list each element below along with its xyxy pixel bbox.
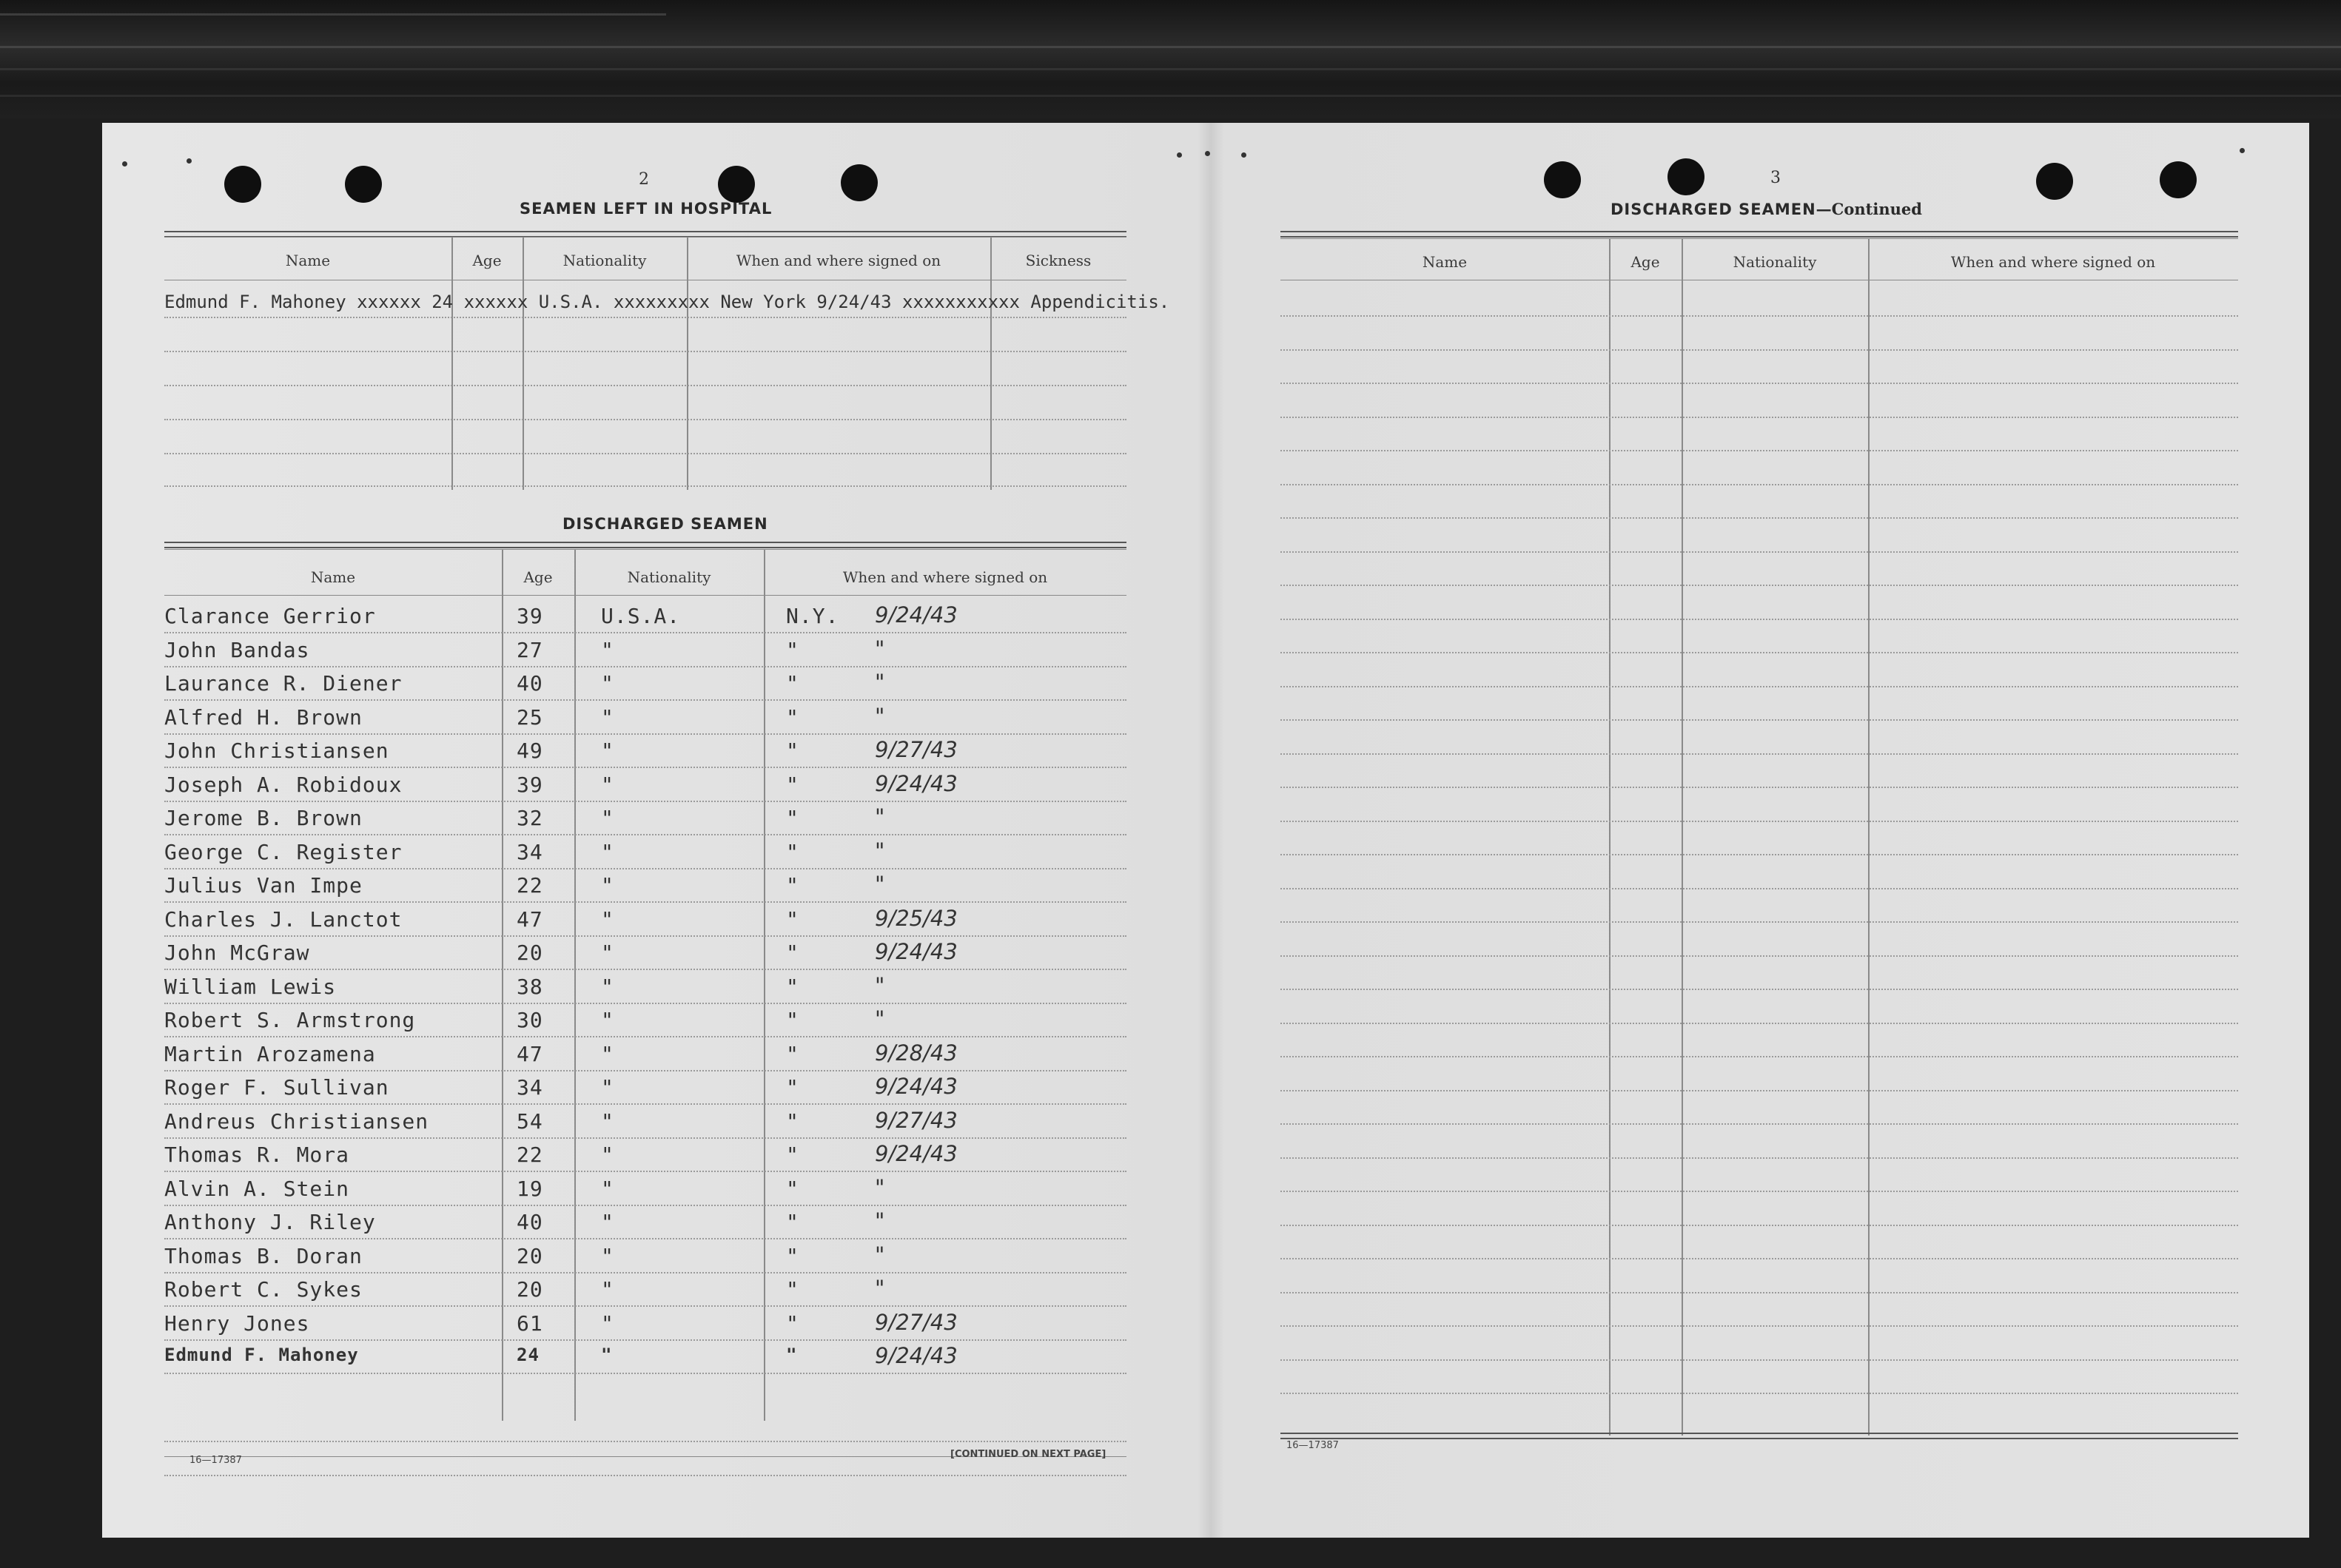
row-line	[164, 699, 1126, 701]
seaman-nationality: "	[601, 906, 614, 932]
signed-on-place: "	[786, 671, 799, 696]
column-divider	[523, 237, 524, 490]
seaman-name: Julius Van Impe	[164, 873, 363, 898]
seaman-name: Robert S. Armstrong	[164, 1008, 416, 1032]
signed-on-place: "	[786, 1143, 799, 1167]
seaman-name: Andreus Christiansen	[164, 1108, 429, 1134]
continued-table	[1280, 231, 2238, 1444]
seaman-nationality: "	[601, 1008, 614, 1032]
punch-hole	[345, 166, 382, 203]
signed-on-date: "	[875, 872, 885, 897]
row-line	[1280, 1157, 2238, 1159]
seaman-age: 30	[517, 1008, 543, 1032]
seaman-nationality: "	[601, 941, 614, 965]
scan-artifact	[0, 13, 666, 16]
row-line	[1280, 1258, 2238, 1259]
scan-artifact	[0, 68, 2341, 70]
seaman-name: Martin Arozamena	[164, 1041, 376, 1066]
dust-speck	[187, 158, 192, 164]
hospital-section-title: SEAMEN LEFT IN HOSPITAL	[520, 200, 773, 218]
row-line	[164, 868, 1126, 869]
row-line	[164, 1305, 1126, 1307]
table-rule	[164, 549, 1126, 550]
signed-on-date: "	[875, 703, 885, 729]
row-line	[164, 1003, 1126, 1004]
signed-on-date: "	[875, 1276, 885, 1301]
signed-on-date: 9/24/43	[875, 1141, 958, 1166]
row-line	[1280, 686, 2238, 687]
signed-on-place: "	[786, 1041, 799, 1066]
column-divider	[687, 237, 688, 490]
row-line	[1280, 989, 2238, 990]
seaman-age: 20	[517, 1243, 543, 1268]
row-line	[164, 1272, 1126, 1273]
dust-speck	[1205, 151, 1210, 156]
row-line	[1280, 1292, 2238, 1293]
seaman-nationality: "	[601, 1310, 614, 1336]
seaman-name: Jerome B. Brown	[164, 806, 363, 830]
seaman-name: John McGraw	[164, 941, 310, 965]
row-line	[164, 351, 1126, 352]
row-line	[1280, 753, 2238, 755]
row-line	[164, 485, 1126, 487]
scanner-background	[0, 0, 2341, 118]
signed-on-date: "	[875, 972, 885, 998]
row-line	[1280, 551, 2238, 553]
row-line	[1280, 484, 2238, 485]
table-top-rule	[164, 542, 1126, 548]
scan-artifact	[0, 46, 2341, 48]
table-bottom-rule	[1280, 1433, 2238, 1439]
seaman-name: Joseph A. Robidoux	[164, 772, 403, 797]
seaman-name: Alfred H. Brown	[164, 704, 363, 730]
row-line	[1280, 349, 2238, 351]
seaman-name: John Bandas	[164, 637, 310, 662]
seaman-name: Edmund F. Mahoney	[164, 1345, 359, 1365]
seaman-name: Robert C. Sykes	[164, 1277, 363, 1302]
signed-on-date: 9/24/43	[875, 1074, 958, 1099]
seaman-age: 39	[517, 772, 543, 797]
row-line	[1280, 921, 2238, 923]
page-number: 3	[1770, 169, 1781, 187]
seaman-name: John Christiansen	[164, 738, 389, 763]
seaman-age: 34	[517, 839, 543, 864]
seaman-name: Henry Jones	[164, 1310, 310, 1336]
row-line	[1280, 1090, 2238, 1091]
dust-speck	[1241, 152, 1246, 158]
struck-out-entry: Edmund F. Mahoney xxxxxx 24 xxxxxx U.S.A. xxxxxxxxx New York 9/24/43 xxxxxxxxxxx Appendicitis.	[164, 292, 1170, 312]
signed-on-date: "	[875, 838, 885, 864]
ledger-sheet	[102, 123, 2309, 1538]
row-line	[1280, 417, 2238, 418]
column-header-name: Name	[1422, 253, 1468, 271]
column-divider	[1868, 238, 1870, 1436]
signed-on-place: N.Y.	[786, 604, 839, 628]
column-header-name: Name	[285, 252, 331, 269]
signed-on-place: "	[786, 839, 799, 864]
row-line	[164, 935, 1126, 937]
signed-on-date: 9/24/43	[875, 602, 958, 627]
dust-speck	[2240, 148, 2245, 153]
signed-on-place: "	[786, 1075, 799, 1100]
column-header-name: Name	[310, 568, 356, 586]
seaman-age: 40	[517, 671, 543, 696]
seaman-nationality: "	[601, 1041, 614, 1066]
column-header-signed-on: When and where signed on	[842, 568, 1048, 586]
row-line	[164, 453, 1126, 454]
seaman-nationality: "	[601, 637, 614, 662]
signed-on-date: 9/25/43	[875, 905, 958, 931]
row-line	[1280, 787, 2238, 788]
row-line	[164, 834, 1126, 835]
page-number: 2	[639, 170, 649, 189]
seaman-nationality: "	[601, 1243, 614, 1268]
seaman-age: 19	[517, 1176, 543, 1201]
row-line	[164, 901, 1126, 903]
seaman-age: 25	[517, 704, 543, 730]
seaman-name: Charles J. Lanctot	[164, 906, 403, 932]
signed-on-place: "	[786, 1176, 799, 1201]
row-line	[1280, 1393, 2238, 1394]
title-suffix: —Continued	[1816, 200, 1922, 218]
signed-on-date: "	[875, 804, 885, 830]
column-header-nationality: Nationality	[627, 568, 711, 586]
seaman-nationality: "	[601, 772, 614, 797]
seaman-age: 22	[517, 873, 543, 898]
row-line	[164, 1205, 1126, 1206]
punch-hole	[224, 166, 261, 203]
seaman-nationality: "	[601, 873, 614, 898]
seaman-name: Clarance Gerrior	[164, 604, 376, 628]
signed-on-place: "	[786, 974, 799, 999]
row-line	[164, 419, 1126, 420]
seaman-nationality: "	[601, 671, 614, 696]
signed-on-date: "	[875, 1006, 885, 1032]
seaman-nationality: "	[601, 1075, 614, 1100]
seaman-name: Alvin A. Stein	[164, 1176, 350, 1201]
signed-on-date: 9/27/43	[875, 1309, 958, 1335]
seaman-nationality: "	[601, 704, 614, 730]
row-line	[1280, 619, 2238, 620]
seaman-nationality: "	[601, 738, 614, 763]
seaman-age: 27	[517, 637, 543, 662]
seaman-name: George C. Register	[164, 839, 403, 864]
row-line	[1280, 821, 2238, 822]
seaman-nationality: "	[601, 806, 614, 830]
signed-on-date: 9/24/43	[875, 1343, 958, 1368]
seaman-nationality: "	[601, 974, 614, 999]
row-line	[164, 767, 1126, 768]
row-line	[1280, 1023, 2238, 1024]
seaman-age: 40	[517, 1210, 543, 1234]
row-line	[164, 317, 1126, 318]
seaman-nationality: "	[601, 1210, 614, 1234]
seaman-age: 61	[517, 1310, 543, 1336]
signed-on-place: "	[786, 738, 799, 763]
signed-on-date: "	[875, 1242, 885, 1268]
column-divider	[502, 549, 503, 1421]
signed-on-place: "	[786, 806, 799, 830]
form-number: 16—17387	[189, 1455, 242, 1466]
column-header-nationality: Nationality	[1733, 253, 1817, 271]
row-line	[164, 1171, 1126, 1172]
signed-on-date: "	[875, 1208, 885, 1234]
seaman-age: 38	[517, 974, 543, 999]
row-line	[164, 1339, 1126, 1341]
page-fold	[1198, 123, 1224, 1538]
seaman-name: Laurance R. Diener	[164, 671, 403, 696]
signed-on-place: "	[786, 637, 799, 662]
row-line	[164, 666, 1126, 667]
row-line	[164, 1373, 1126, 1374]
row-line	[164, 801, 1126, 802]
seaman-age: 32	[517, 806, 543, 830]
seaman-age: 47	[517, 906, 543, 932]
signed-on-place: "	[786, 1008, 799, 1032]
signed-on-place: "	[786, 704, 799, 730]
column-divider	[1682, 238, 1683, 1436]
signed-on-date: 9/27/43	[875, 1107, 958, 1133]
column-header-sickness: Sickness	[1025, 252, 1092, 269]
seaman-age: 24	[517, 1345, 540, 1365]
row-line	[164, 1070, 1126, 1071]
column-header-nationality: Nationality	[562, 252, 647, 269]
seaman-nationality: "	[601, 1143, 614, 1167]
seaman-age: 49	[517, 738, 543, 763]
row-line	[164, 632, 1126, 633]
dust-speck	[1177, 152, 1182, 158]
signed-on-place: "	[786, 1243, 799, 1268]
seaman-age: 34	[517, 1075, 543, 1100]
signed-on-place: "	[786, 1210, 799, 1234]
row-line	[1280, 1325, 2238, 1327]
row-line	[1280, 1359, 2238, 1361]
signed-on-place: "	[786, 1108, 799, 1134]
row-line	[1280, 719, 2238, 721]
column-header-age: Age	[523, 568, 553, 586]
punch-hole	[2036, 163, 2073, 200]
row-line	[1280, 652, 2238, 653]
row-line	[164, 1475, 1126, 1476]
row-line	[1280, 1056, 2238, 1057]
row-line	[1280, 517, 2238, 519]
seaman-nationality: "	[601, 839, 614, 864]
row-line	[164, 385, 1126, 386]
seaman-name: Roger F. Sullivan	[164, 1075, 389, 1100]
discharged-table	[164, 542, 1126, 1459]
column-header-age: Age	[1630, 253, 1660, 271]
row-line	[1280, 1225, 2238, 1226]
row-line	[1280, 1191, 2238, 1192]
punch-hole	[841, 164, 878, 201]
column-divider	[990, 237, 992, 490]
table-rule	[1280, 238, 2238, 239]
row-line	[1280, 1123, 2238, 1125]
punch-hole	[718, 166, 755, 203]
signed-on-place: "	[786, 906, 799, 932]
row-line	[1280, 854, 2238, 855]
signed-on-place: "	[786, 1310, 799, 1336]
signed-on-date: 9/24/43	[875, 770, 958, 796]
signed-on-place: "	[786, 1345, 798, 1365]
seaman-age: 47	[517, 1041, 543, 1066]
seaman-nationality: U.S.A.	[601, 604, 681, 628]
row-line	[1280, 585, 2238, 586]
seaman-age: 54	[517, 1108, 543, 1134]
punch-hole	[1544, 161, 1581, 198]
seaman-name: Thomas R. Mora	[164, 1143, 350, 1167]
signed-on-place: "	[786, 1277, 799, 1302]
signed-on-date: 9/27/43	[875, 737, 958, 762]
row-line	[1280, 315, 2238, 317]
column-divider	[574, 549, 576, 1421]
seaman-nationality: "	[601, 1277, 614, 1302]
row-line	[164, 969, 1126, 970]
column-header-age: Age	[472, 252, 502, 269]
seaman-name: Thomas B. Doran	[164, 1243, 363, 1268]
row-line	[1280, 450, 2238, 451]
table-rule	[164, 595, 1126, 596]
seaman-name: Anthony J. Riley	[164, 1210, 376, 1234]
form-number: 16—17387	[1286, 1440, 1339, 1451]
signed-on-place: "	[786, 873, 799, 898]
row-line	[1280, 888, 2238, 889]
signed-on-date: "	[875, 1174, 885, 1200]
table-top-rule	[1280, 231, 2238, 238]
column-header-signed-on: When and where signed on	[736, 252, 941, 269]
signed-on-date: "	[875, 670, 885, 695]
scan-artifact	[0, 95, 2341, 97]
row-line	[164, 1137, 1126, 1139]
seaman-nationality: "	[601, 1108, 614, 1134]
seaman-nationality: "	[601, 1345, 613, 1365]
row-line	[1280, 955, 2238, 957]
row-line	[164, 1103, 1126, 1105]
punch-hole	[1667, 158, 1704, 195]
continued-note: [CONTINUED ON NEXT PAGE]	[950, 1449, 1106, 1460]
punch-hole	[2160, 161, 2197, 198]
row-line	[164, 1238, 1126, 1239]
continued-section-title	[1611, 200, 1922, 218]
signed-on-date: "	[875, 636, 885, 662]
seaman-name: William Lewis	[164, 974, 337, 999]
column-divider	[764, 549, 765, 1421]
table-rule	[164, 237, 1126, 238]
seaman-age: 22	[517, 1143, 543, 1167]
signed-on-place: "	[786, 772, 799, 797]
column-header-signed-on: When and where signed on	[1950, 253, 2156, 271]
dust-speck	[122, 161, 127, 166]
row-line	[164, 1036, 1126, 1037]
seaman-age: 20	[517, 1277, 543, 1302]
column-divider	[1609, 238, 1611, 1436]
seaman-age: 20	[517, 941, 543, 965]
signed-on-date: 9/28/43	[875, 1040, 958, 1066]
seaman-nationality: "	[601, 1176, 614, 1201]
title-text: DISCHARGED SEAMEN	[1611, 201, 1816, 218]
discharged-section-title: DISCHARGED SEAMEN	[562, 515, 768, 533]
signed-on-date: 9/24/43	[875, 939, 958, 964]
signed-on-place: "	[786, 941, 799, 965]
row-line	[1280, 383, 2238, 384]
seaman-age: 39	[517, 604, 543, 628]
row-line	[164, 1441, 1126, 1442]
column-divider	[451, 237, 453, 490]
row-line	[164, 733, 1126, 735]
